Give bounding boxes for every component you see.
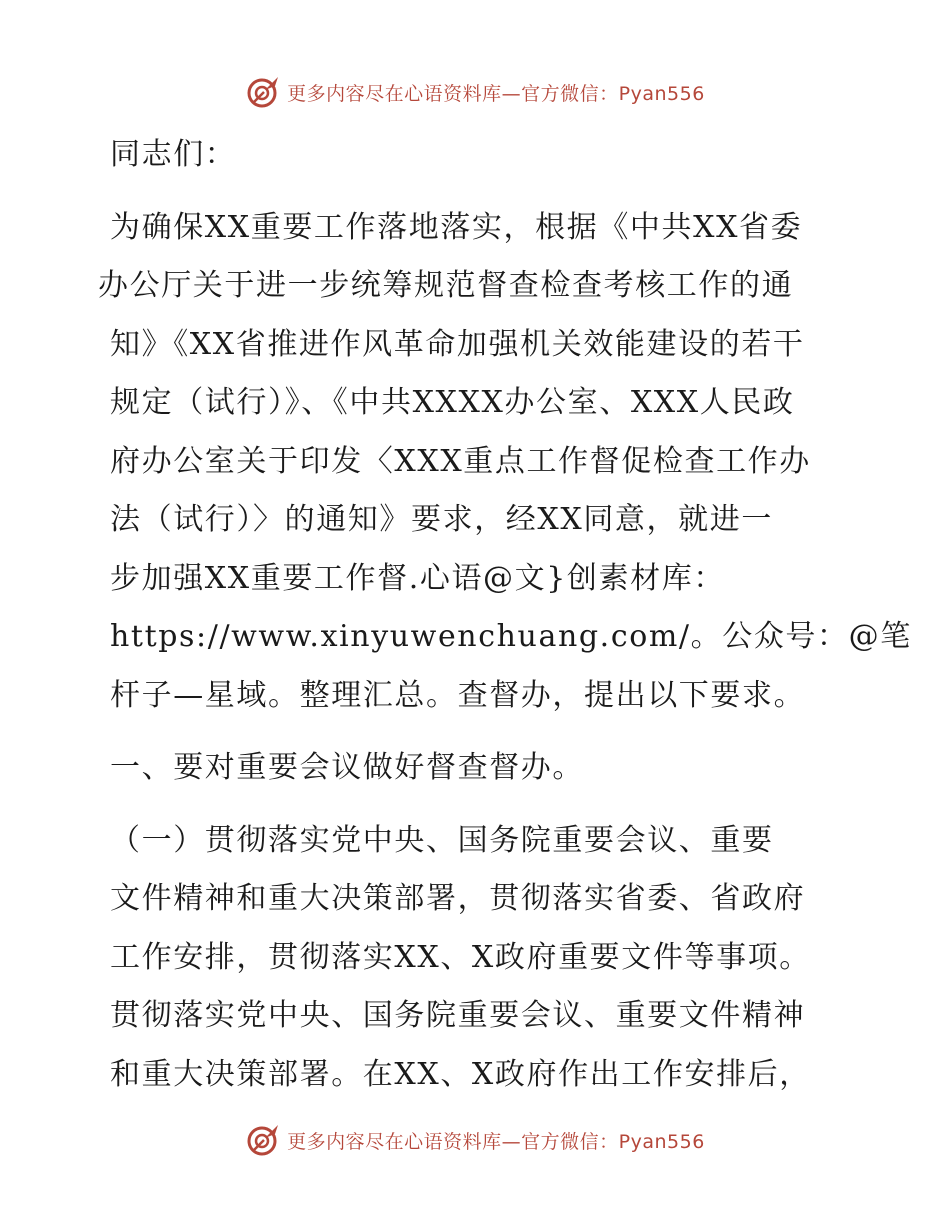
text-line: （一）贯彻落实党中央、国务院重要会议、重要	[110, 822, 774, 858]
text-line: 杆子—星域。整理汇总。查督办，提出以下要求。	[110, 677, 806, 713]
paragraph-2	[98, 812, 858, 1105]
text-line: 为确保XX重要工作落地落实，根据《中共XX省委	[110, 209, 803, 245]
paragraph-1	[98, 199, 912, 726]
document-body	[98, 126, 912, 1118]
text-line: 府办公室关于印发〈XXX重点工作督促检查工作办	[110, 443, 811, 479]
quill-circle-logo-icon	[245, 74, 281, 110]
text-line: 贯彻落实党中央、国务院重要会议、重要文件精神	[110, 998, 806, 1033]
banner-text: 更多内容尽在心语资料库—官方微信：Pyan556	[287, 82, 705, 105]
banner-text: 更多内容尽在心语资料库—官方微信：Pyan556	[287, 1130, 705, 1153]
text-line: 办公厅关于进一步统筹规范督查检查考核工作的通	[98, 268, 794, 303]
footer-banner[interactable]	[0, 1120, 950, 1160]
text-line: 规定（试行）》、《中共XXXX办公室、XXX人民政	[110, 385, 795, 420]
section-heading-1: 一、要对重要会议做好督查督办。	[110, 750, 584, 785]
text-line: 知》《XX省推进作风革命加强机关效能建设的若干	[110, 326, 805, 362]
source-url-line: https://www.xinyuwenchuang.com/。公众号：@笔	[110, 619, 912, 654]
quill-circle-logo-icon	[245, 1122, 281, 1158]
text-line: 步加强XX重要工作督.心语@文}创素材库：	[110, 560, 725, 596]
text-line: 和重大决策部署。在XX、X政府作出工作安排后，	[110, 1056, 811, 1092]
header-banner[interactable]	[0, 72, 950, 112]
text-line: 文件精神和重大决策部署，贯彻落实省委、省政府	[110, 881, 806, 916]
text-line: 工作安排，贯彻落实XX、X政府重要文件等事项。	[110, 939, 811, 975]
text-line: 法（试行）〉的通知》要求，经XX同意，就进一	[110, 502, 773, 537]
salutation: 同志们：	[110, 137, 237, 172]
